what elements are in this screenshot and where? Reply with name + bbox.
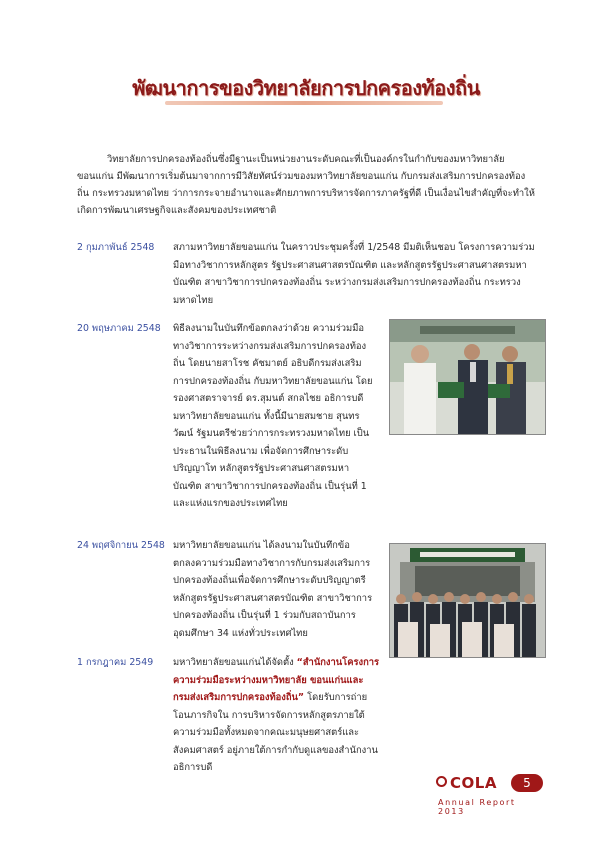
page-header [0, 72, 612, 104]
entry-line: ปกครองท้องถิ่นเพื่อจัดการศึกษาระดับปริญญาตรี [173, 575, 366, 586]
entry-line: รองศาสตราจารย์ ดร.สุมนต์ สกลไชย อธิการบดี [173, 393, 364, 404]
signing-ceremony-illustration [390, 320, 545, 434]
entry-line: อุดมศึกษา 34 แห่งทั่วประเทศไทย [173, 627, 308, 639]
entry-date: 20 พฤษภาคม 2548 [77, 323, 161, 334]
entry-date: 24 พฤศจิกายน 2548 [77, 540, 165, 551]
entry-line: ความร่วมมือทั้งหมดจากคณะมนุษยศาสตร์และ [173, 727, 360, 738]
entry-line: วัฒน์ รัฐมนตรีช่วยว่าการกระทรวงมหาดไทย เป็น [173, 428, 370, 439]
entry-line: ประธานในพิธีลงนาม เพื่อจัดการศึกษาระดับ [173, 445, 349, 457]
intro-line: วิทยาลัยการปกครองท้องถิ่นซึ่งมีฐานะเป็นหน่วยงานระดับคณะที่เป็นองค์กรในกำกับของมหาวิทยาลัย [107, 154, 505, 165]
entry-line: สังคมศาสตร์ อยู่ภายใต้การกำกับดูแลของสำนักงาน [173, 744, 378, 756]
entry-line: มหาวิทยาลัยขอนแก่น ทั้งนี้มีนายสมชาย สุนทร [173, 410, 360, 422]
cola-logo: COLA [450, 774, 497, 792]
cola-logo-icon [436, 776, 447, 787]
entry-line: ปกครองท้องถิ่น เป็นรุ่นที่ 1 ร่วมกับสถาบันการ [173, 610, 356, 621]
title-underline [165, 101, 443, 105]
entry-line: ตกลงความร่วมมือทางวิชาการกับกรมส่งเสริมการ [173, 557, 371, 569]
entry-line: มหาวิทยาลัยขอนแก่น ได้ลงนามในบันทึกข้อ [173, 540, 350, 551]
office-name-highlight: กรมส่งเสริมการปกครองท้องถิ่น” [173, 692, 305, 703]
entry-line: การปกครองท้องถิ่น กับมหาวิทยาลัยขอนแก่น โดย [173, 375, 373, 387]
entry-line: ปริญญาโท หลักสูตรรัฐประศาสนศาสตรมหา [173, 463, 350, 474]
entry-body [173, 537, 380, 642]
entry-line: หลักสูตรรัฐประศาสนศาสตรบัณฑิต สาขาวิชาการ [173, 592, 373, 604]
entry-line: มือทางวิชาการหลักสูตร รัฐประศาสนศาสตรบัณฑิต และหลักสูตรรัฐประศาสนศาสตรมหา [173, 259, 527, 271]
entry-body [173, 654, 380, 777]
entry-line: และแห่งแรกของประเทศไทย [173, 498, 288, 509]
entry-line [173, 689, 380, 707]
office-name-highlight: ความร่วมมือระหว่างมหาวิทยาลัย ขอนแก่นและ [173, 674, 364, 686]
page-title: พัฒนาการของวิทยาลัยการปกครองท้องถิ่น [132, 76, 480, 100]
entry-line: ทางวิชาการระหว่างกรมส่งเสริมการปกครองท้อง [173, 340, 367, 352]
entry-line: ถิ่น โดยนายสาโรช คัชมาตย์ อธิบดีกรมส่งเสริม [173, 358, 362, 369]
entry-date: 2 กุมภาพันธ์ 2548 [77, 242, 155, 253]
entry-line [173, 654, 380, 672]
footer-branding [436, 774, 546, 814]
intro-line: ถิ่น กระทรวงมหาดไทย ว่าการกระจายอำนาจและศักยภาพการบริหารจัดการภาครัฐที่ดี เป็นเงื่อนไขสำคัญที่จะทำให้ [77, 188, 535, 199]
entry-line: บัณฑิต สาขาวิชาการปกครองท้องถิ่น ระหว่างกรมส่งเสริมการปกครองท้องถิ่น กระทรวง [173, 277, 521, 288]
office-name-highlight: “สำนักงานโครงการ [296, 657, 380, 668]
group-photo [389, 543, 546, 658]
entry-text: มหาวิทยาลัยขอนแก่นได้จัดตั้ง [173, 657, 297, 668]
entry-line: บัณฑิต สาขาวิชาการปกครองท้องถิ่น เป็นรุ่นที่ 1 [173, 480, 367, 492]
intro-line: เกิดการพัฒนาเศรษฐกิจและสังคมของประเทศชาติ [77, 205, 277, 216]
entry-body [173, 239, 545, 309]
entry-body [173, 320, 380, 513]
entry-line: มหาดไทย [173, 294, 214, 306]
page-number: 5 [511, 774, 543, 792]
intro-paragraph [77, 151, 544, 219]
entry-line: พิธีลงนามในบันทึกข้อตกลงว่าด้วย ความร่วมมือ [173, 323, 365, 334]
signing-ceremony-photo [389, 319, 546, 435]
entry-line: โอนภารกิจใน การบริหารจัดการหลักสูตรภายใต้ [173, 709, 365, 721]
entry-text: โดยรับการถ่าย [304, 692, 368, 703]
entry-line: สภามหาวิทยาลัยขอนแก่น ในคราวประชุมครั้งที่ 1/2548 มีมติเห็นชอบ โครงการความร่วม [173, 242, 535, 253]
annual-report-label: Annual Report 2013 [438, 798, 516, 816]
entry-line: อธิการบดี [173, 762, 213, 773]
group-photo-illustration [390, 544, 545, 657]
entry-date: 1 กรกฎาคม 2549 [77, 657, 154, 668]
intro-line: ขอนแก่น มีพัฒนาการเริ่มต้นมาจากการมีวิสัยทัศน์ร่วมของมหาวิทยาลัยขอนแก่น กับกรมส่งเสริมการปกครองท้อง [77, 171, 526, 182]
